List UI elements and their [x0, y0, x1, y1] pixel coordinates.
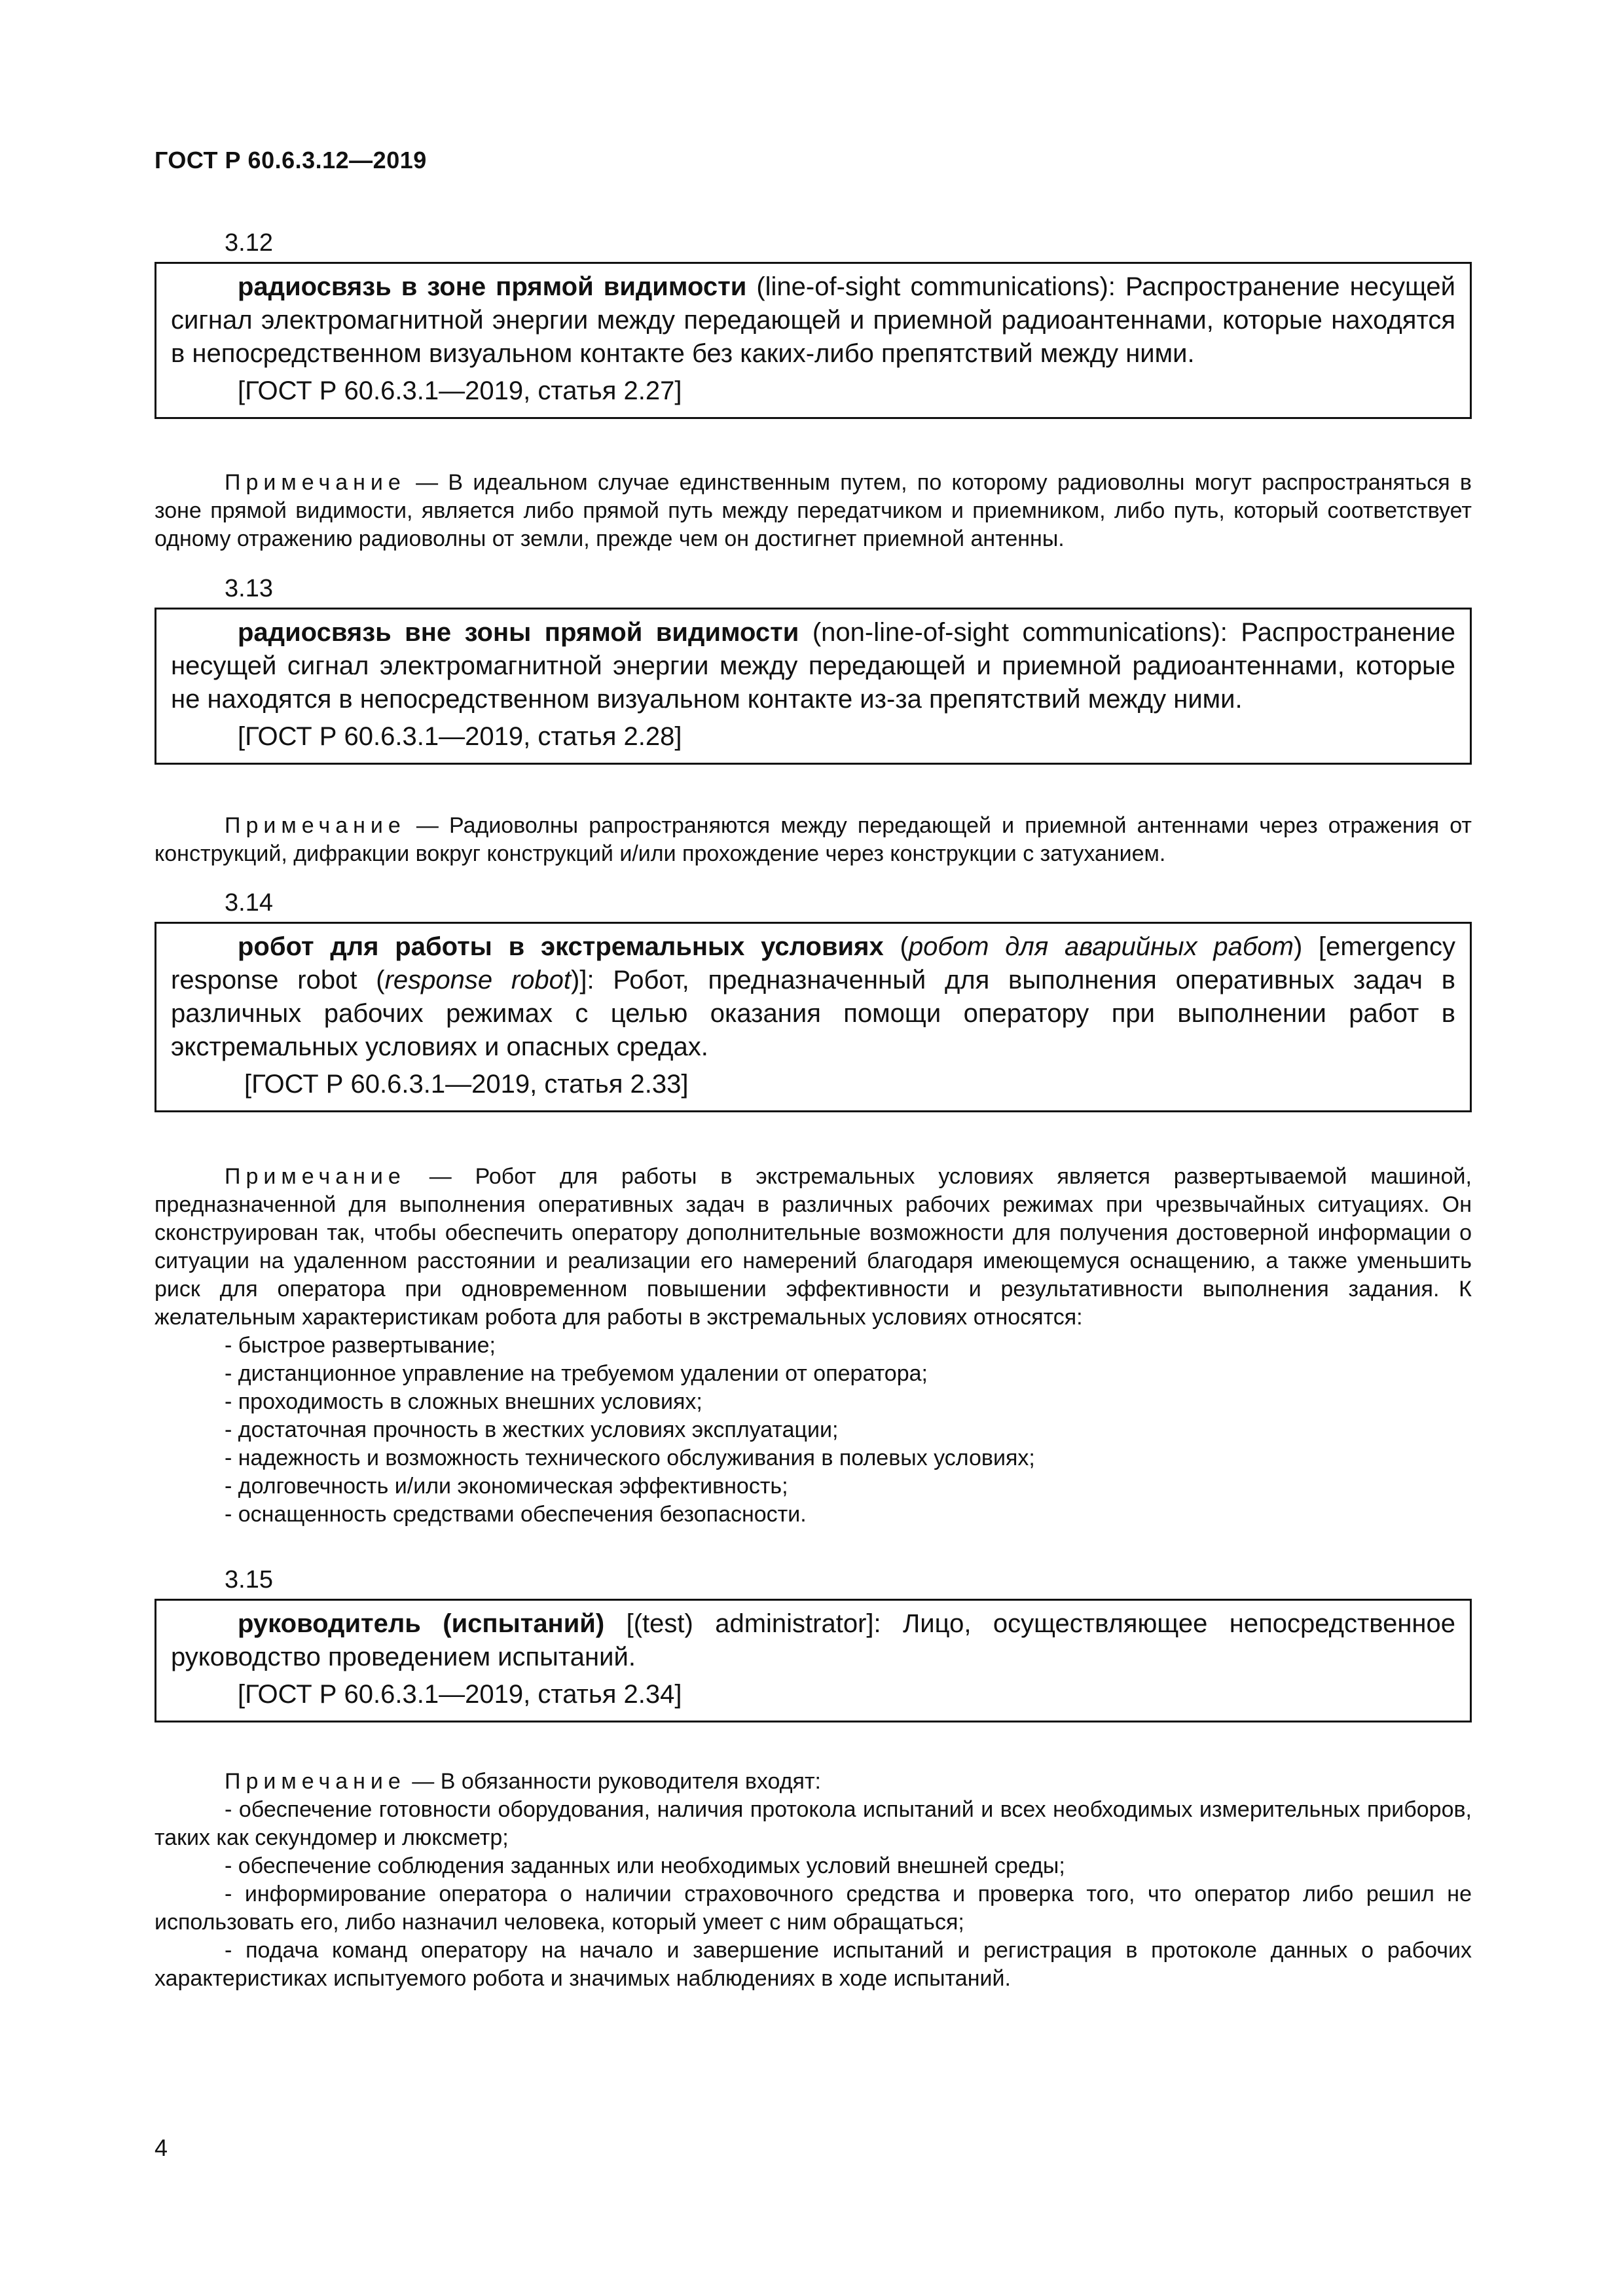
- list-item: - надежность и возможность технического обслуживания в полевых условиях;: [225, 1446, 1035, 1470]
- definition: (non-line-of-sight communications): Распространение несущей сигнал электромагнитной энергии между передающей и приемной радиоантеннами, которые не находятся в непосредственном визуальном контакте из-за препятствий между ними.: [171, 618, 1455, 714]
- list-item: - достаточная прочность в жестких условиях эксплуатации;: [225, 1417, 839, 1442]
- list-item: - быстрое развертывание;: [225, 1333, 496, 1358]
- note-label: Примечание: [225, 470, 406, 495]
- note-block: [155, 469, 1472, 553]
- entry-number: 3.12: [225, 229, 273, 257]
- duties-list: [155, 1796, 1472, 1993]
- definition-text: [171, 270, 1455, 371]
- term-definition-box: [155, 262, 1472, 419]
- list-item: - проходимость в сложных внешних условиях;: [225, 1389, 702, 1414]
- note-body: — Радиоволны рапространяются между передающей и приемной антеннами через отражения от конструкций, дифракции вокруг конструкций и/или прохождение через конструкции с затуханием.: [155, 813, 1472, 866]
- definition: )]: Робот, предназначенный для выполнения оперативных задач в различных рабочих режимах с целью оказания помощи оператору при выполнении работ в экстремальных условиях и опасных средах.: [171, 966, 1456, 1061]
- list-item: - обеспечение соблюдения заданных или необходимых условий внешней среды;: [225, 1853, 1065, 1878]
- note-body: — Робот для работы в экстремальных условиях является развертываемой машиной, предназначенной для выполнения оперативных задач в различных рабочих режимах при чрезвычайных ситуациях. Он сконструирован так, чтобы обеспечить оператору дополнительные возможности для получения достоверной информации о ситуации на удаленном расстоянии и реализации его намерений благодаря имеющемуся оснащению, а также уменьшить риск для оператора при одновременном повышении эффективности и результативности выполнения задания. К желательным характеристикам робота для работы в экстремальных условиях относятся:: [155, 1164, 1472, 1330]
- list-item: - подача команд оператору на начало и завершение испытаний и регистрация в протоколе данных о рабочих характеристиках испытуемого робота и значимых наблюдениях в ходе испытаний.: [155, 1938, 1472, 1991]
- list-item: - обеспечение готовности оборудования, наличия протокола испытаний и всех необходимых измерительных приборов, таких как секундомер и люксметр;: [155, 1797, 1472, 1850]
- entry-number: 3.13: [225, 575, 273, 602]
- definition: [(test) administrator]: Лицо, осуществляющее непосредственное руководство проведением испытаний.: [171, 1609, 1456, 1671]
- note-block: [155, 1768, 1472, 1993]
- entry-number: 3.15: [225, 1566, 273, 1594]
- definition-text: [171, 616, 1455, 716]
- list-item: - дистанционное управление на требуемом удалении от оператора;: [225, 1361, 928, 1386]
- entry-number: 3.14: [225, 889, 273, 917]
- term: радиосвязь вне зоны прямой видимости: [238, 618, 799, 647]
- term: радиосвязь в зоне прямой видимости: [238, 272, 747, 301]
- source-reference: [ГОСТ Р 60.6.3.1—2019, статья 2.28]: [238, 722, 682, 751]
- term: руководитель (испытаний): [238, 1609, 605, 1638]
- note-block: [155, 812, 1472, 868]
- definition-text: [171, 1607, 1455, 1674]
- source-reference: [ГОСТ Р 60.6.3.1—2019, статья 2.33]: [244, 1070, 689, 1099]
- list-item: - информирование оператора о наличии страховочного средства и проверка того, что оператор либо решил не использовать его, либо назначил человека, который умеет с ним обращаться;: [155, 1882, 1472, 1935]
- note-text: [155, 1163, 1472, 1332]
- term: робот для работы в экстремальных условиях: [238, 932, 884, 961]
- note-text: [155, 812, 1472, 868]
- note-body: — В обязанности руководителя входят:: [405, 1769, 821, 1794]
- note-body: — В идеальном случае единственным путем, по которому радиоволны могут распространяться в зоне прямой видимости, является либо прямой путь между передатчиком и приемником, либо путь, который соответствует одному отражению радиоволны от земли, прежде чем он достигнет приемной антенны.: [155, 470, 1472, 551]
- note-block: [155, 1163, 1472, 1529]
- note-label: Примечание: [225, 1164, 406, 1189]
- note-label: Примечание: [225, 1769, 406, 1794]
- note-text: [155, 469, 1472, 553]
- characteristics-list: [155, 1332, 1472, 1529]
- note-text: [155, 1768, 1472, 1796]
- source-reference: [ГОСТ Р 60.6.3.1—2019, статья 2.27]: [238, 376, 682, 405]
- english-synonym: response robot: [384, 966, 572, 994]
- page-number: 4: [155, 2134, 168, 2161]
- note-label: Примечание: [225, 813, 406, 838]
- definition: (line-of-sight communications): Распространение несущей сигнал электромагнитной энергии между передающей и приемной радиоантеннами, которые находятся в непосредственном визуальном контакте без каких-либо препятствий между ними.: [171, 272, 1455, 368]
- list-item: - долговечность и/или экономическая эффективность;: [225, 1474, 788, 1499]
- term-definition-box: [155, 1599, 1472, 1722]
- source-reference: [ГОСТ Р 60.6.3.1—2019, статья 2.34]: [238, 1680, 682, 1709]
- definition-text: робот для работы в экстремальных условиях (робот для аварийных работ) [emergency response robot (response robot)]: Робот, предназначенный для выполнения оперативных задач в различных рабочих режимах с целью оказания помощи оператору при выполнении работ в экстремальных условиях и опасных средах.: [171, 932, 1456, 1061]
- term-synonym: робот для аварийных работ: [908, 932, 1294, 961]
- term-definition-box: [155, 608, 1472, 765]
- term-definition-box: [155, 922, 1472, 1112]
- document-header: ГОСТ Р 60.6.3.12—2019: [155, 147, 427, 173]
- list-item: - оснащенность средствами обеспечения безопасности.: [225, 1502, 807, 1527]
